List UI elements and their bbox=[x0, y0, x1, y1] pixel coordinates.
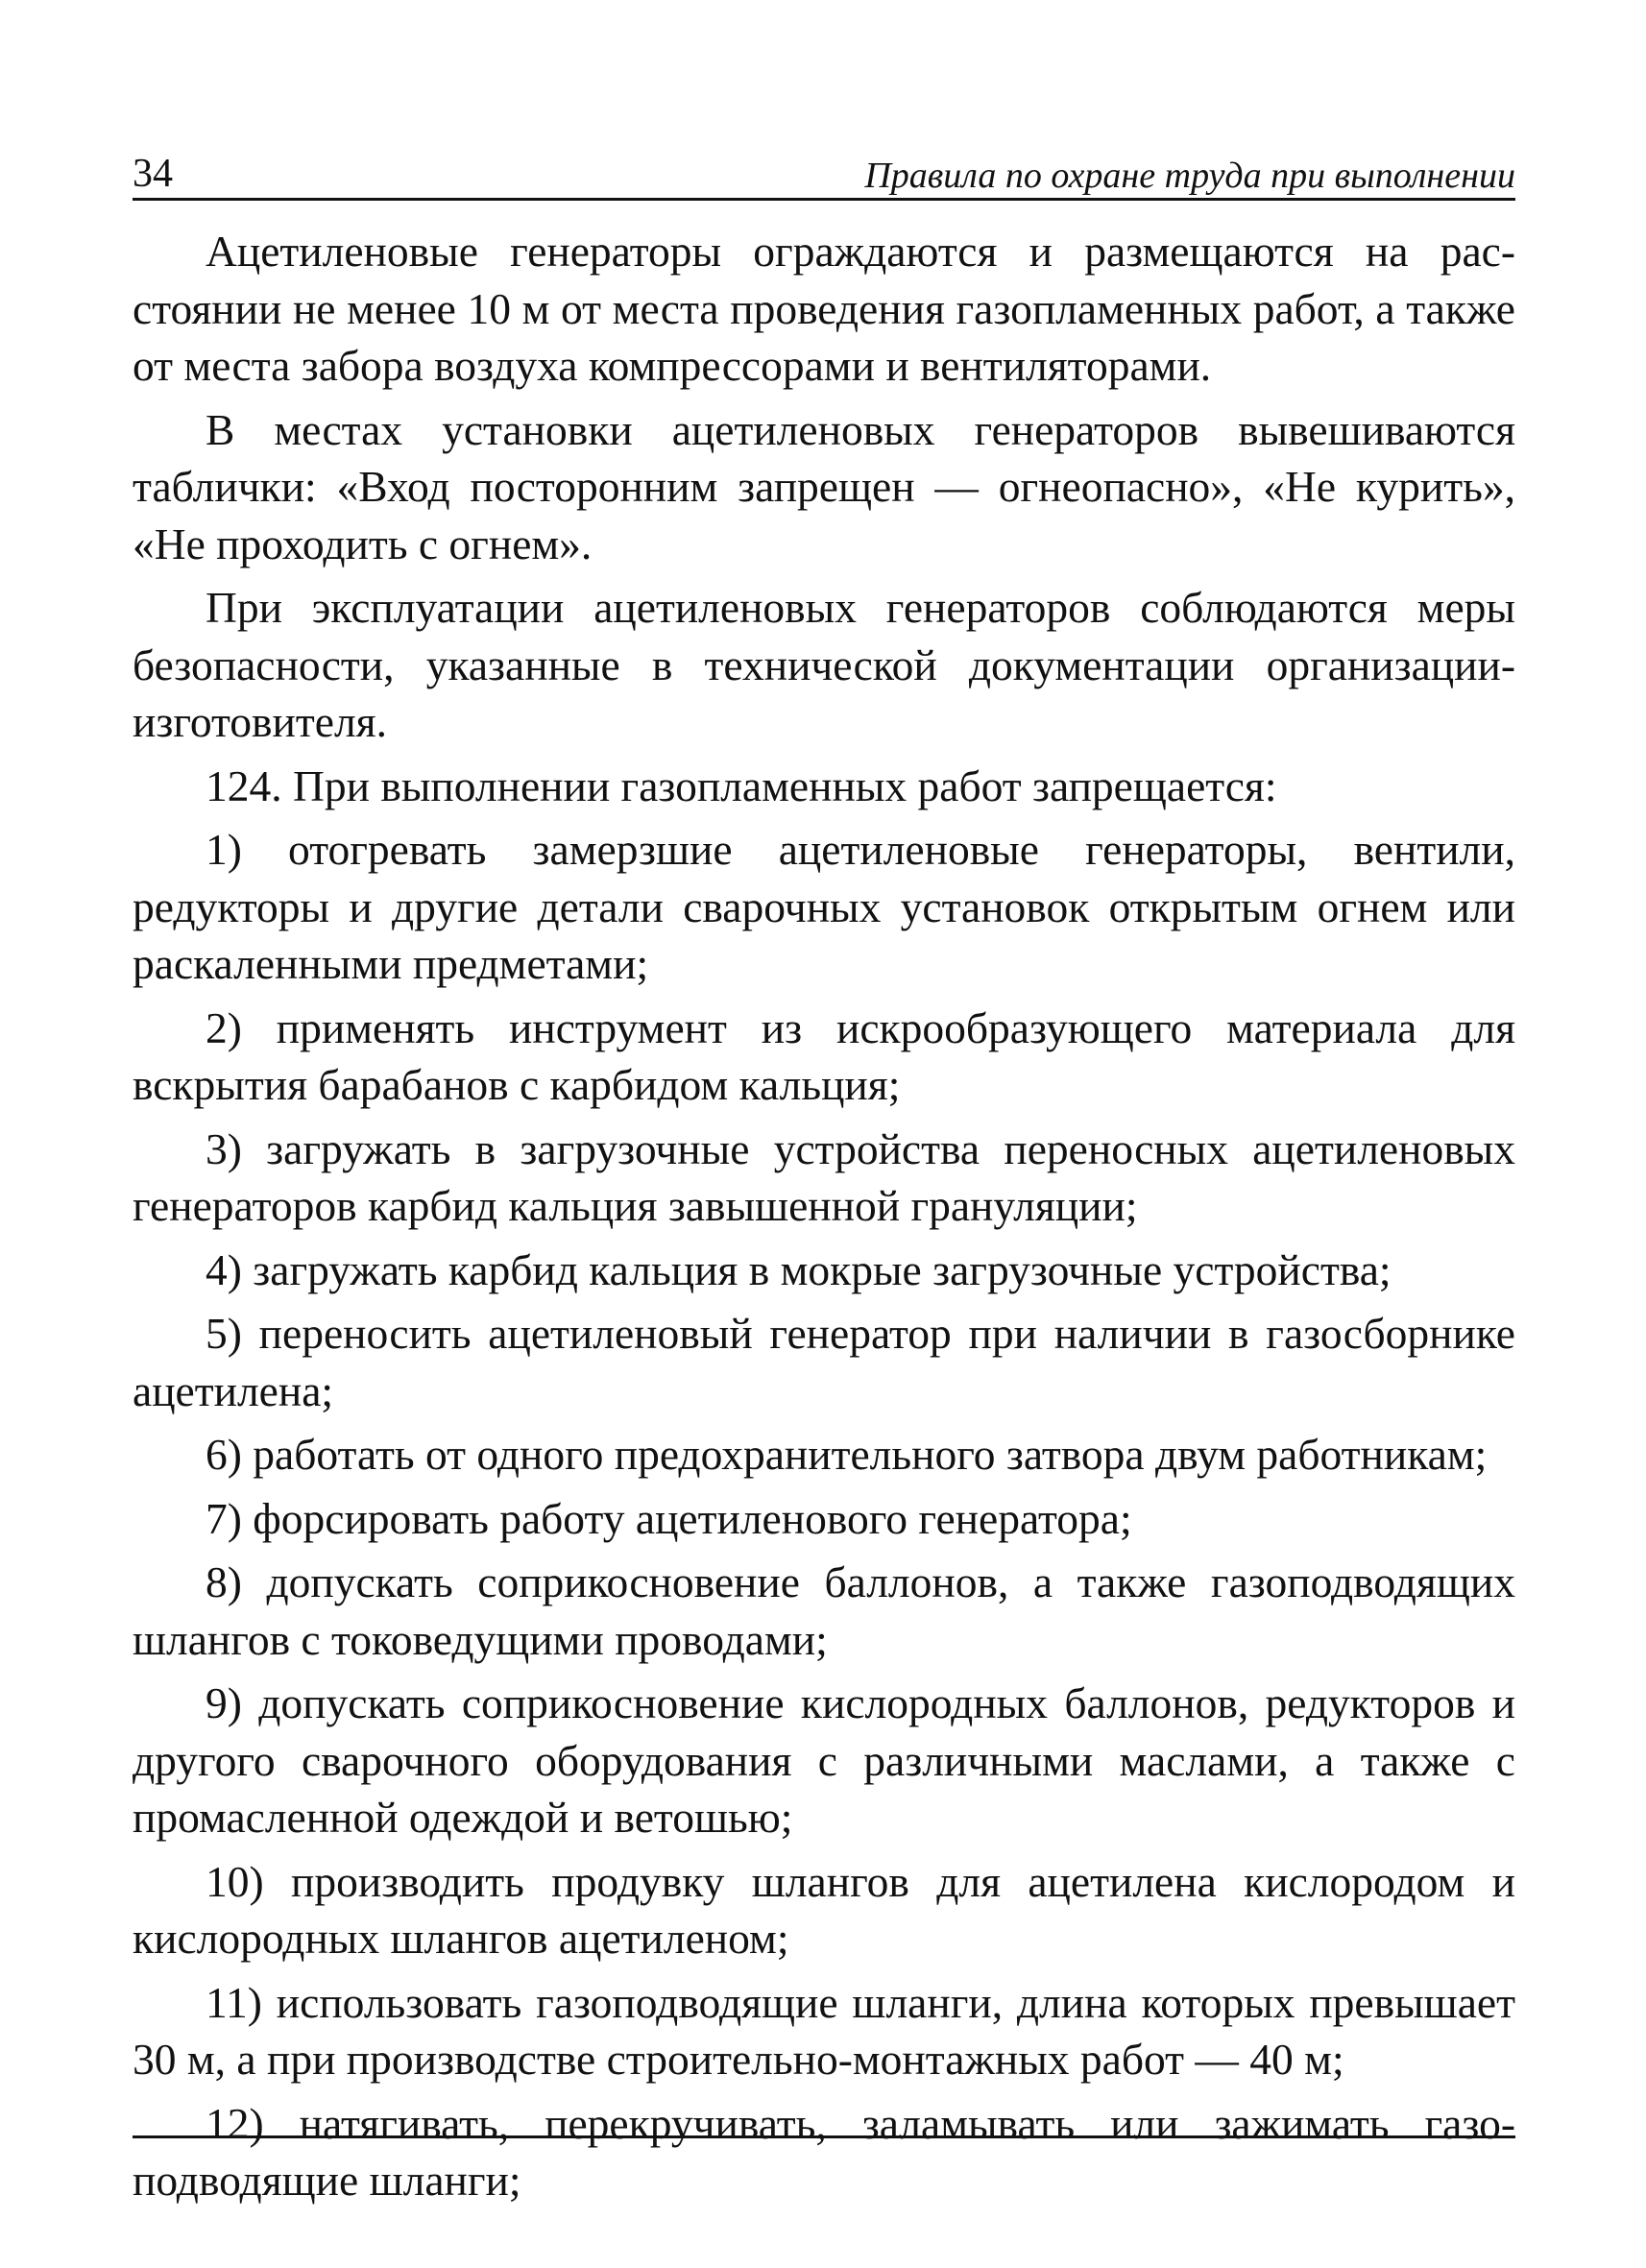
list-item: 9) допускать соприкосновение кислородных баллонов, редукторов и другого сварочного оборудования с различными маслами, а также с промасленной одеждой и ветошью; bbox=[133, 1678, 1515, 1842]
list-item: 4) загружать карбид кальция в мокрые загрузочные устройства; bbox=[206, 1244, 1392, 1294]
footer-divider bbox=[133, 2135, 1515, 2138]
list-item: 1) отогревать замерзшие ацетиленовые генераторы, вентили, редукторы и другие детали сварочных установок открытым огнем или раскаленными предметами; bbox=[133, 825, 1515, 988]
list-item: 6) работать от одного предохранительного затвора двум работникам; bbox=[206, 1430, 1488, 1479]
list-item: 10) производить продувку шлангов для ацетилена кислородом и кислородных шлангов ацетиленом; bbox=[133, 1856, 1515, 1963]
paragraph: В местах установки ацетиленовых генераторов вывешиваются таблички: «Вход посторонним запрещен — огнеопасно», «Не курить», «Не проходить с огнем». bbox=[133, 404, 1515, 568]
page-number: 34 bbox=[133, 152, 173, 196]
running-title: Правила по охране труда при выполнении bbox=[864, 156, 1515, 196]
list-item: 2) применять инструмент из искрообразующего материала для вскрытия барабанов с карбидом кальция; bbox=[133, 1002, 1515, 1109]
list-item: 11) использовать газоподводящие шланги, длина которых превышает 30 м, а при производстве строительно-монтажных работ — 40 м; bbox=[133, 1977, 1515, 2084]
body-text bbox=[133, 223, 1515, 2216]
list-item: 5) переносить ацетиленовый генератор при наличии в газосборнике ацетилена; bbox=[133, 1309, 1515, 1415]
page-header bbox=[133, 144, 1515, 201]
paragraph: Ацетиленовые генераторы ограждаются и размещаются на расстоянии не менее 10 м от места проведения газопламенных работ, а также от места забора воздуха компрессорами и вентиляторами. bbox=[133, 227, 1515, 390]
paragraph: При эксплуатации ацетиленовых генераторов соблюдаются меры безопасности, указанные в технической документации организации-изготовителя. bbox=[133, 583, 1515, 746]
list-item: 12) натягивать, перекручивать, заламывать или зажимать газоподводящие шланги; bbox=[133, 2098, 1515, 2205]
section-paragraph: 124. При выполнении газопламенных работ запрещается: bbox=[206, 760, 1277, 810]
list-item: 7) форсировать работу ацетиленового генератора; bbox=[206, 1493, 1132, 1543]
list-item: 3) загружать в загрузочные устройства переносных ацетиленовых генераторов карбид кальция завышенной грануляции; bbox=[133, 1123, 1515, 1230]
list-item: 8) допускать соприкосновение баллонов, а также газоподводящих шлангов с токоведущими проводами; bbox=[133, 1557, 1515, 1664]
